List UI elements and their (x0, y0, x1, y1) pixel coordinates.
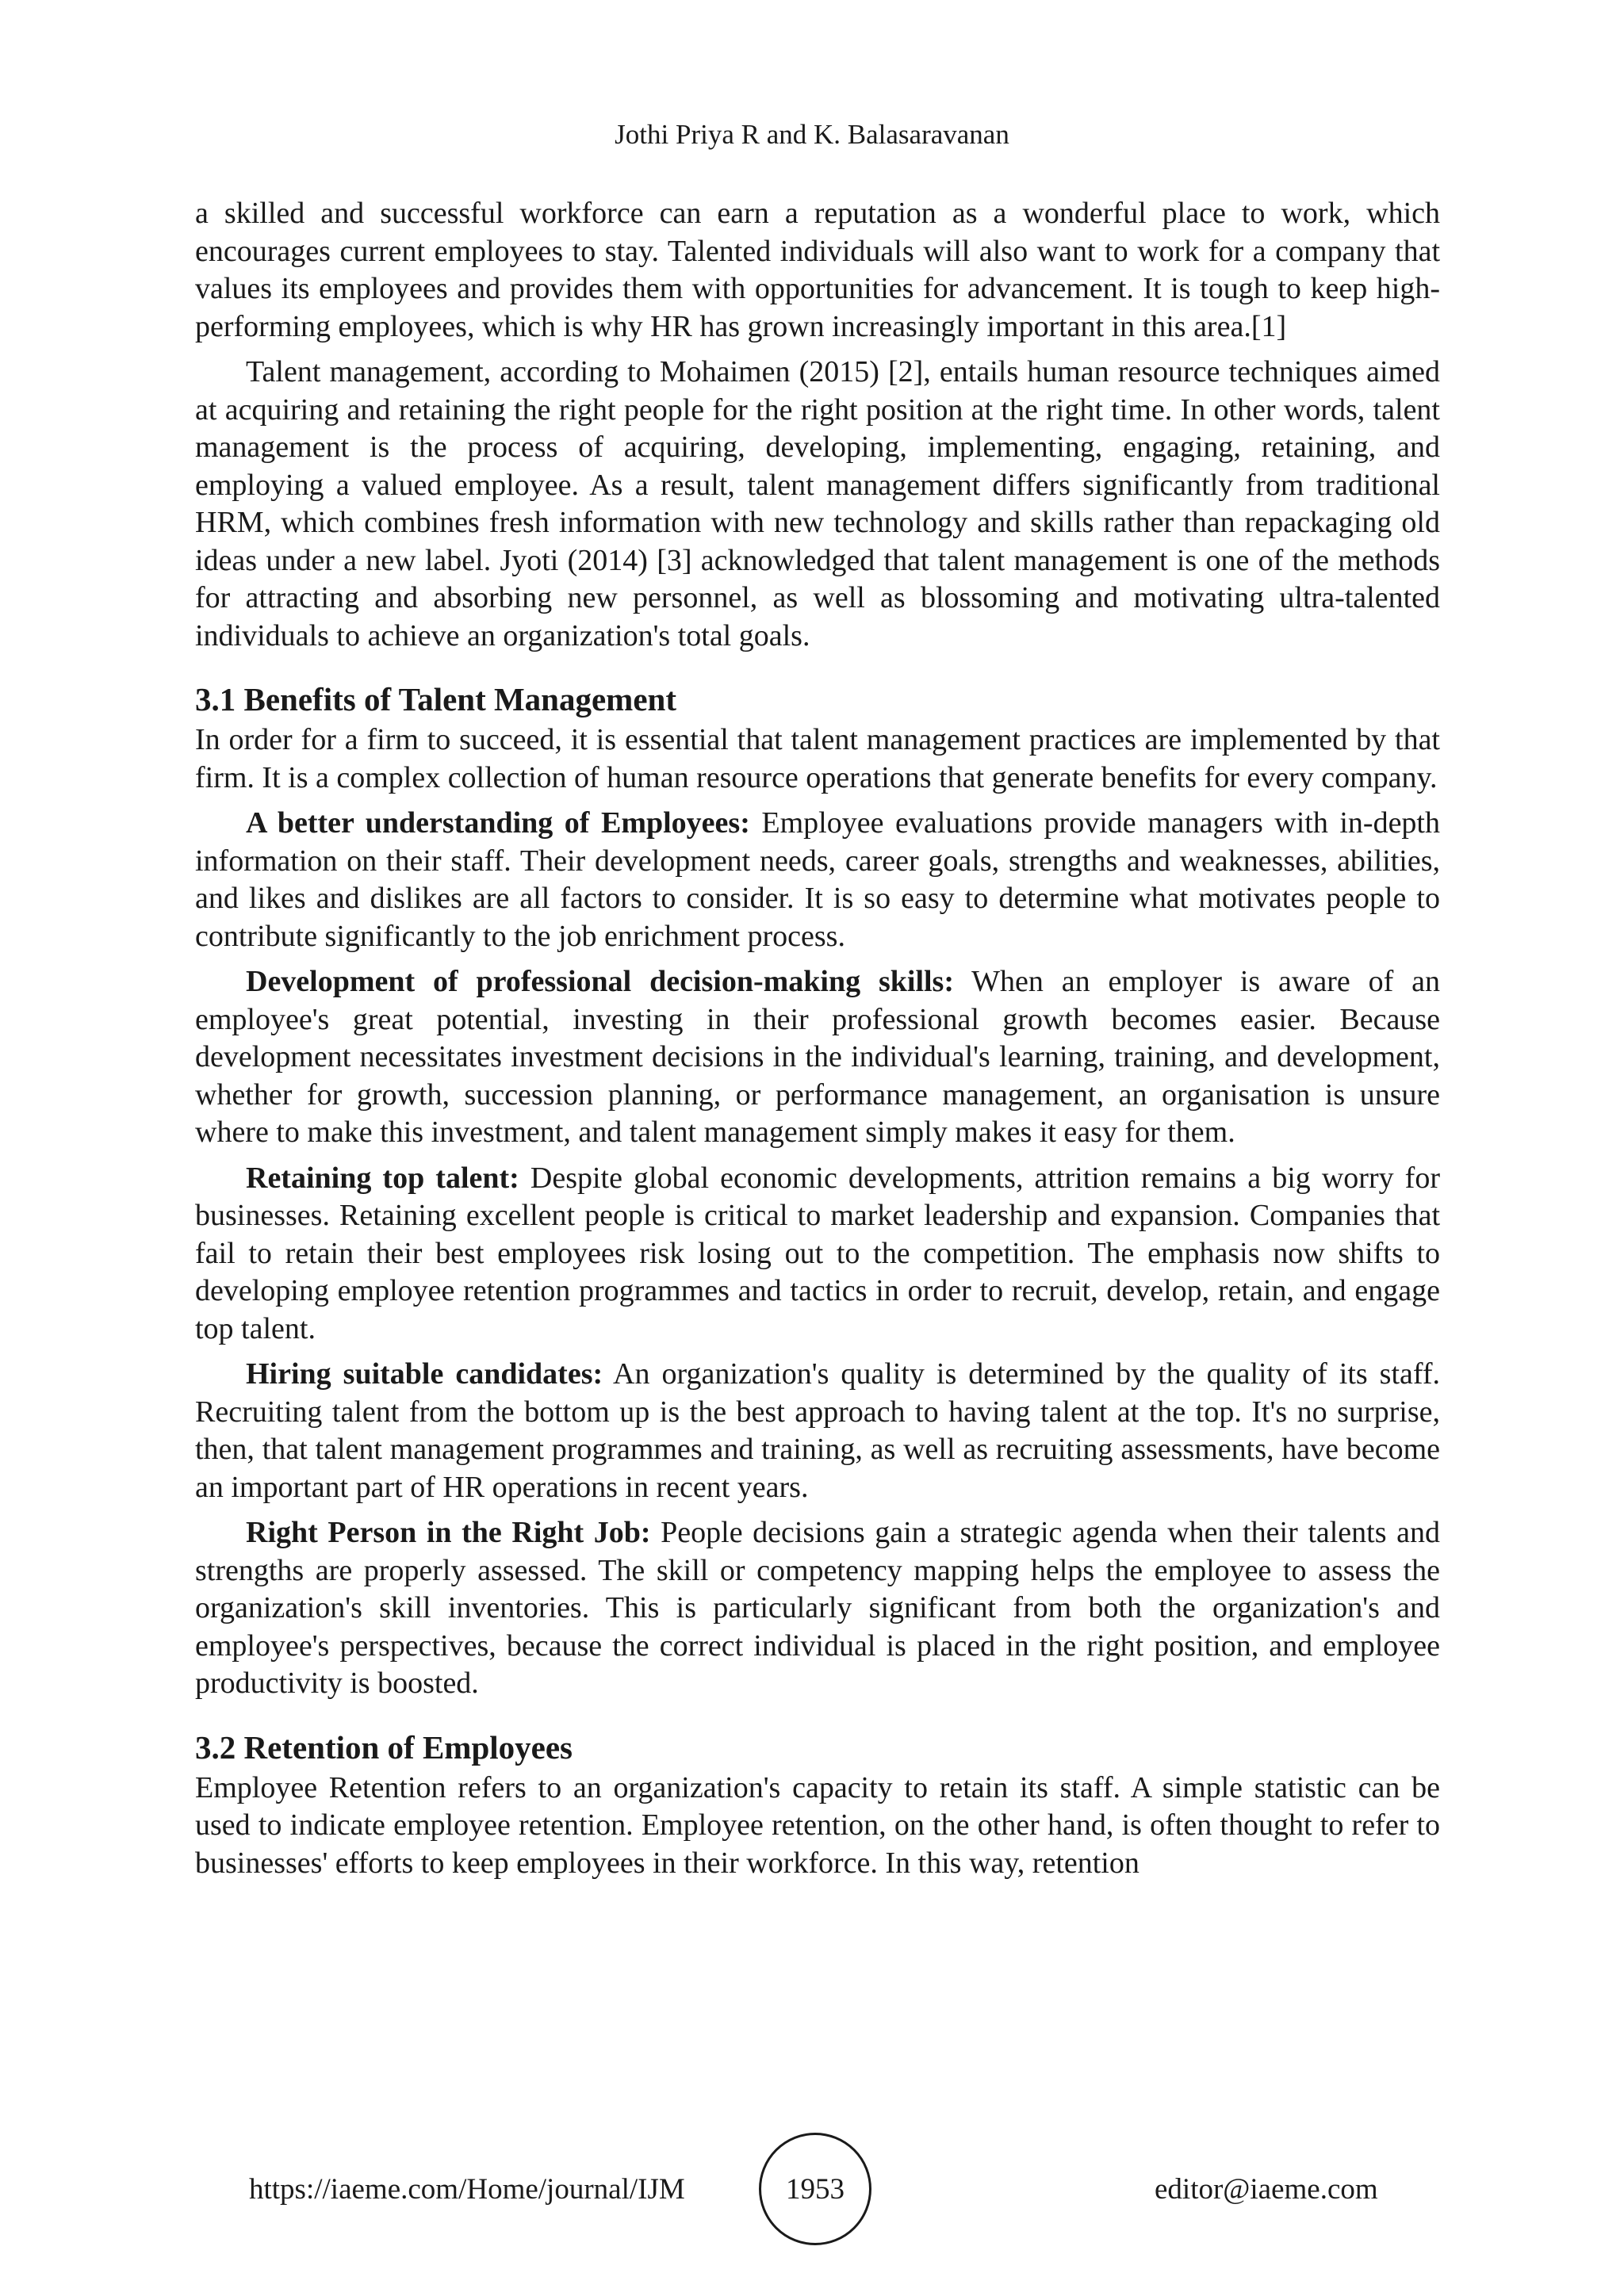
benefit-text: When an employer is aware of an employee's great potential, investing in their professional growth becomes easier. Because development necessitates investment decisions in the individual's learning, training, and development, whether for growth, succession planning, or performance management, an organisation is unsure where to make this investment, and talent management simply makes it easy for them. (195, 965, 1440, 1149)
running-header: Jothi Priya R and K. Balasaravanan (615, 119, 1009, 150)
benefit-text: Employee evaluations provide managers with in-depth information on their staff. Their development needs, career goals, strengths and weaknesses, abilities, and likes and dislikes are all factors to consider. It is so easy to determine what motivates people to contribute significantly to the job enrichment process. (195, 806, 1440, 953)
benefit-text: An organization's quality is determined by the quality of its staff. Recruiting talent from the bottom up is the best approach to having talent at the top. It's no surprise, then, that talent management programmes and training, as well as recruiting assessments, have become an important part of HR operations in recent years. (195, 1357, 1441, 1504)
benefit-text: Despite global economic developments, attrition remains a big worry for businesses. Retaining excellent people is critical to market leadership and expansion. Companies that fail to retain their best employees risk losing out to the competition. The emphasis now shifts to developing employee retention programmes and tactics in order to recruit, develop, retain, and engage top talent. (195, 1161, 1440, 1345)
section-3-2-paragraph: Employee Retention refers to an organization's capacity to retain its staff. A simple statistic can be used to indicate employee retention. Employee retention, on the other hand, is often thought to refer to businesses' efforts to keep employees in their workforce. In this way, retention (195, 1770, 1440, 1880)
section-3-1-intro: In order for a firm to succeed, it is essential that talent management practices are implemented by that firm. It is a complex collection of human resource operations that generate benefits for every company. (195, 723, 1440, 794)
page-body (195, 195, 1440, 1882)
page-footer (0, 2133, 1624, 2252)
benefit-paragraph-right-person (195, 1514, 1440, 1703)
editor-email-link[interactable]: editor@iaeme.com (1155, 2173, 1378, 2206)
benefit-paragraph-employees (195, 805, 1440, 955)
intro-paragraph-1: a skilled and successful workforce can earn a reputation as a wonderful place to work, which encourages current employees to stay. Talented individuals will also want to work for a company that values its employees and provides them with opportunities for advancement. It is tough to keep high-performing employees, which is why HR has grown increasingly important in this area.[1] (195, 197, 1440, 343)
journal-url-link[interactable]: https://iaeme.com/Home/journal/IJM (249, 2173, 685, 2206)
benefit-title: A better understanding of Employees: (246, 806, 750, 840)
benefit-title: Retaining top talent: (246, 1161, 519, 1195)
benefit-title: Development of professional decision-making skills: (246, 965, 954, 998)
page-number: 1953 (786, 2172, 845, 2206)
intro-paragraph-2: Talent management, according to Mohaimen (2015) [2], entails human resource techniques aimed at acquiring and retaining the right people for the right position at the right time. In other words, talent management is the process of acquiring, developing, implementing, engaging, retaining, and employing a valued employee. As a result, talent management differs significantly from traditional HRM, which combines fresh information with new technology and skills rather than repackaging old ideas under a new label. Jyoti (2014) [3] acknowledged that talent management is one of the methods for attracting and absorbing new personnel, as well as blossoming and motivating ultra-talented individuals to achieve an organization's total goals. (195, 355, 1440, 652)
benefit-paragraph-decision-making (195, 963, 1440, 1152)
benefit-paragraph-retaining (195, 1160, 1440, 1349)
section-heading-3-2: 3.2 Retention of Employees (195, 1728, 573, 1766)
benefit-text: People decisions gain a strategic agenda when their talents and strengths are properly assessed. The skill or competency mapping helps the employee to assess the organization's skill inventories. This is particularly significant from both the organization's and employee's perspectives, because the correct individual is placed in the right position, and employee productivity is boosted. (195, 1516, 1440, 1700)
benefit-title: Hiring suitable candidates: (246, 1357, 603, 1391)
benefit-title: Right Person in the Right Job: (246, 1516, 651, 1549)
section-heading-3-1: 3.1 Benefits of Talent Management (195, 681, 676, 718)
benefit-paragraph-hiring (195, 1356, 1440, 1506)
page-number-circle (759, 2133, 871, 2245)
